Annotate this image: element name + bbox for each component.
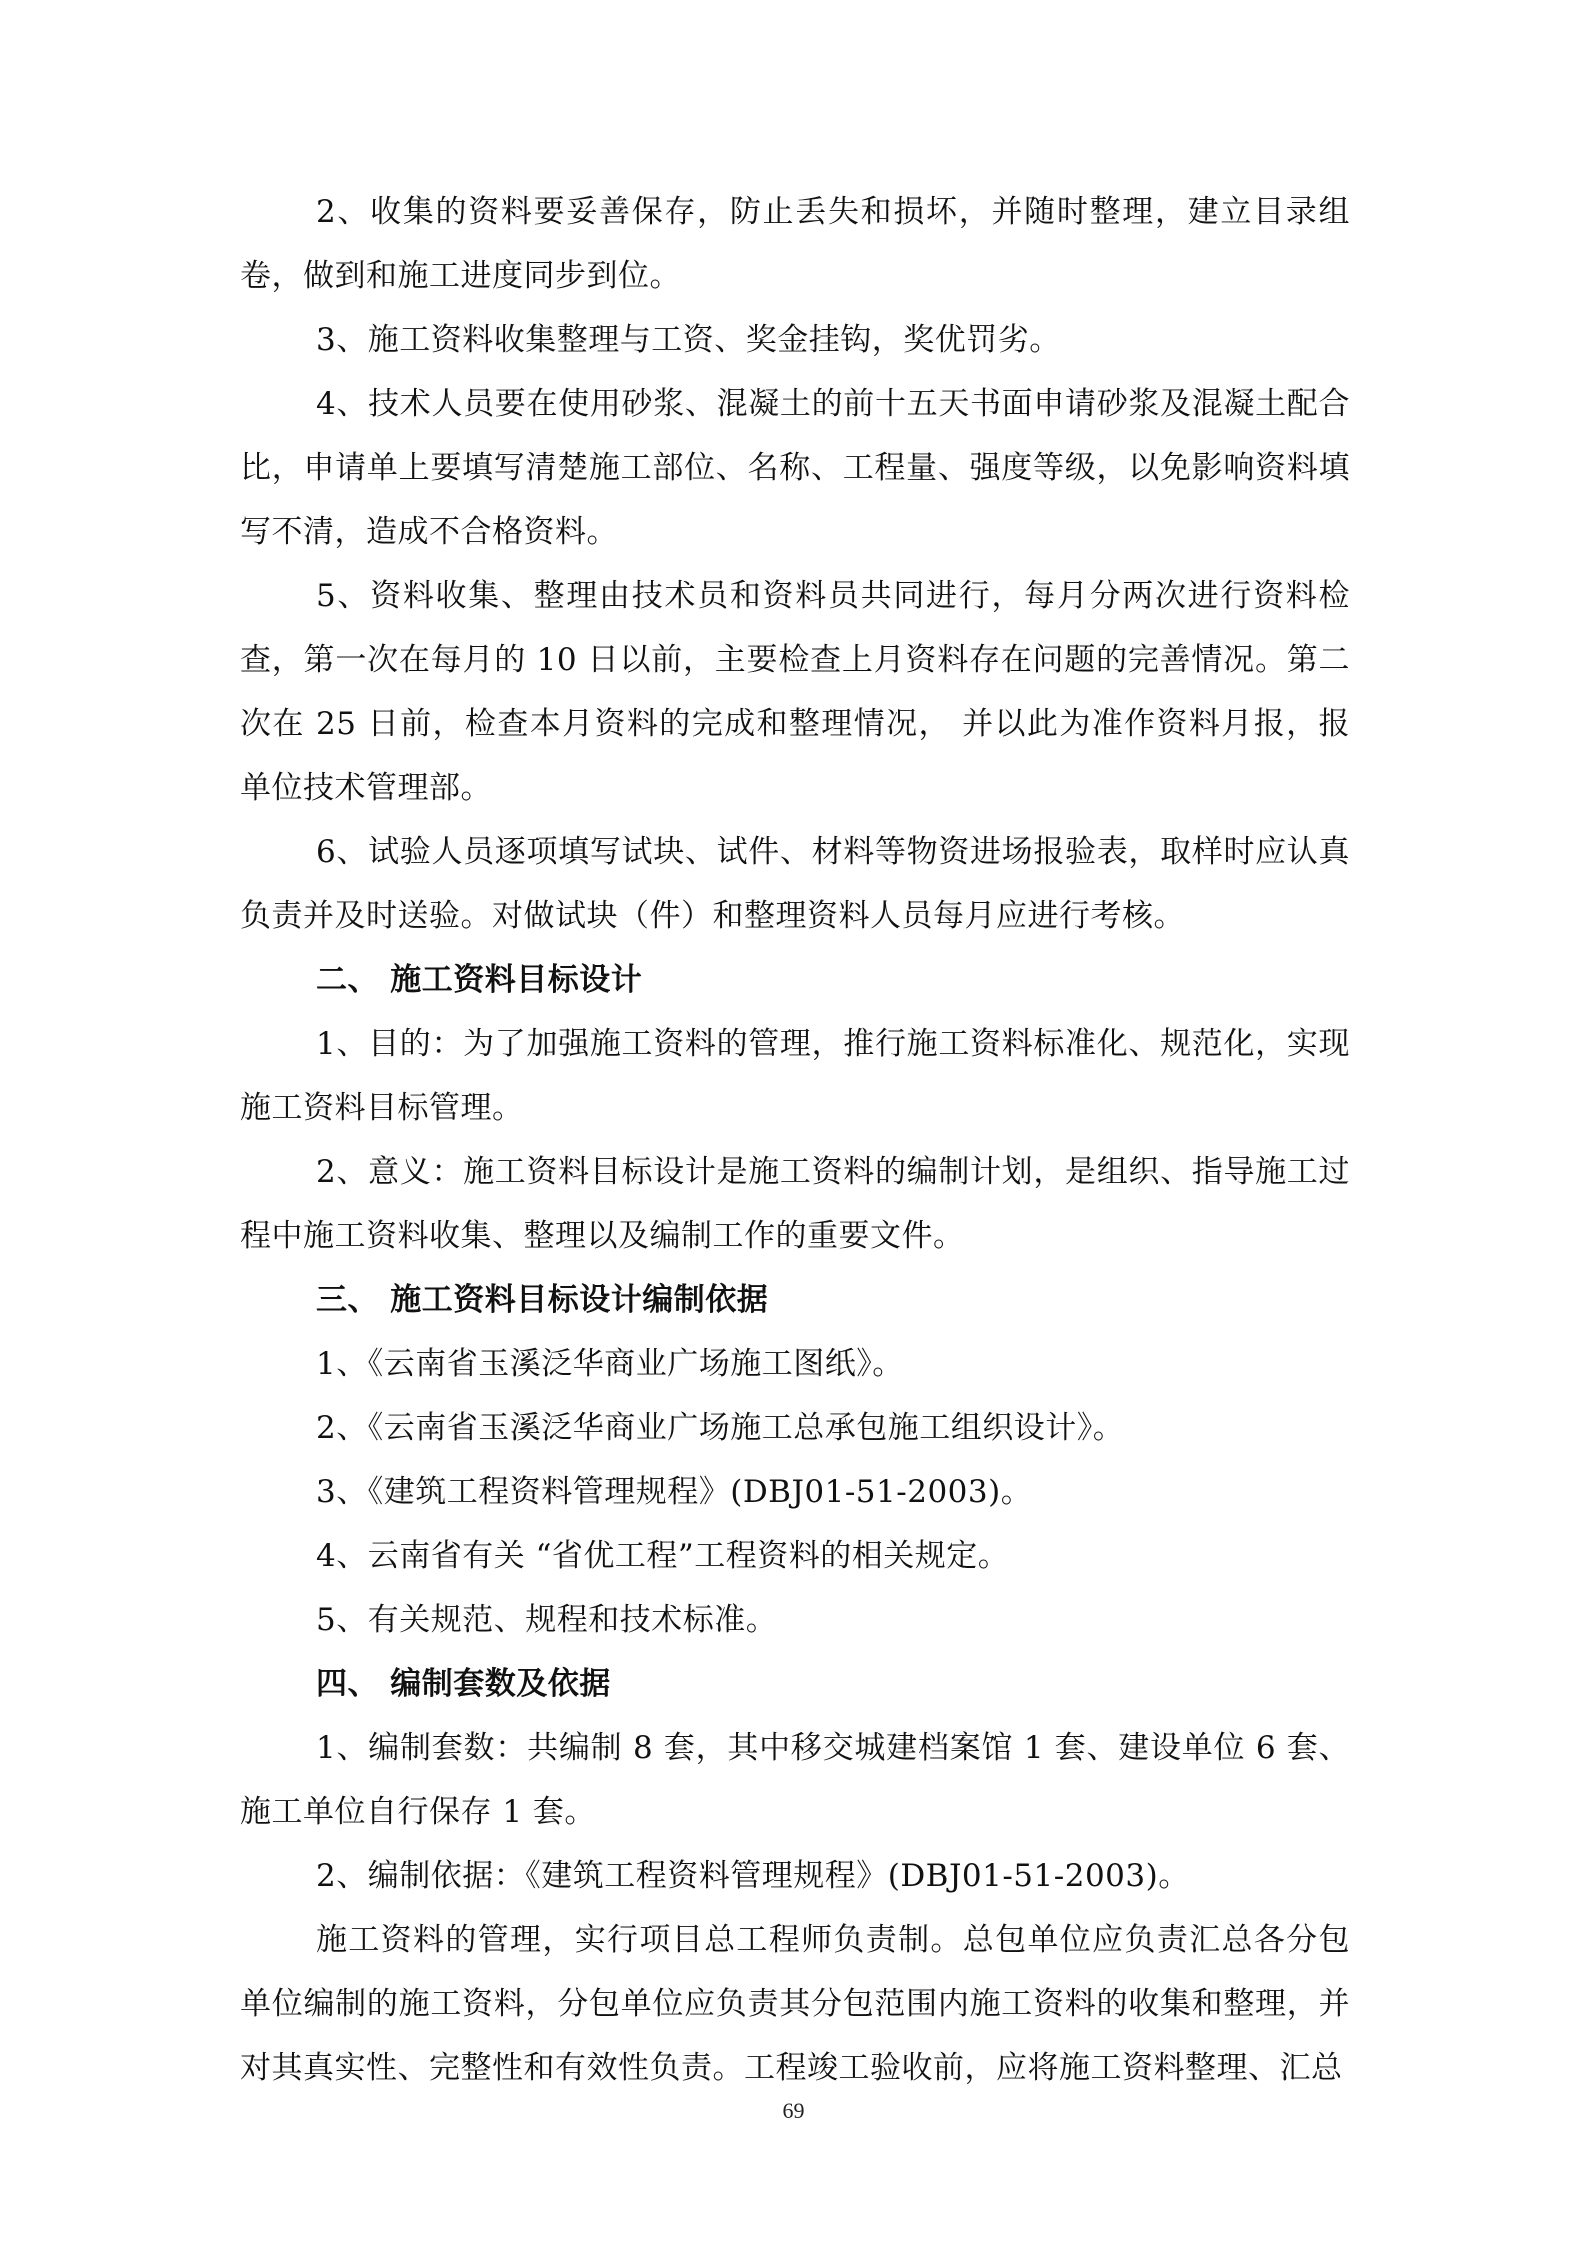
section-heading-2: 二、 施工资料目标设计 (316, 962, 643, 998)
section-heading-3: 三、 施工资料目标设计编制依据 (316, 1282, 769, 1318)
basis-item-1: 1、《云南省玉溪泛华商业广场施工图纸》。 (316, 1346, 904, 1382)
document-body (240, 180, 1350, 2100)
paragraph-purpose: 1、目的：为了加强施工资料的管理，推行施工资料标准化、规范化，实现施工资料目标管理。 (240, 1026, 1350, 1126)
basis-item-4: 4、云南省有关 “省优工程”工程资料的相关规定。 (316, 1538, 1010, 1574)
page-number: 69 (782, 2098, 805, 2123)
copies-item-1: 1、编制套数：共编制 8 套，其中移交城建档案馆 1 套、建设单位 6 套、施工单位自行保存 1 套。 (240, 1730, 1350, 1830)
basis-item-3: 3、《建筑工程资料管理规程》(DBJ01-51-2003)。 (316, 1474, 1033, 1510)
copies-item-2: 2、编制依据：《建筑工程资料管理规程》(DBJ01-51-2003)。 (316, 1858, 1190, 1894)
paragraph-significance: 2、意义：施工资料目标设计是施工资料的编制计划，是组织、指导施工过程中施工资料收集、整理以及编制工作的重要文件。 (240, 1154, 1350, 1254)
paragraph-item-2: 2、收集的资料要妥善保存，防止丢失和损坏，并随时整理，建立目录组卷，做到和施工进度同步到位。 (240, 194, 1350, 294)
paragraph-item-4: 4、技术人员要在使用砂浆、混凝土的前十五天书面申请砂浆及混凝土配合比，申请单上要填写清楚施工部位、名称、工程量、强度等级，以免影响资料填写不清，造成不合格资料。 (240, 386, 1350, 550)
paragraph-item-6: 6、试验人员逐项填写试块、试件、材料等物资进场报验表，取样时应认真负责并及时送验。对做试块（件）和整理资料人员每月应进行考核。 (240, 834, 1350, 934)
section-heading-4: 四、 编制套数及依据 (316, 1666, 611, 1702)
basis-item-2: 2、《云南省玉溪泛华商业广场施工总承包施工组织设计》。 (316, 1410, 1125, 1446)
paragraph-item-3: 3、施工资料收集整理与工资、奖金挂钩，奖优罚劣。 (316, 322, 1061, 358)
management-paragraph: 施工资料的管理，实行项目总工程师负责制。总包单位应负责汇总各分包单位编制的施工资料，分包单位应负责其分包范围内施工资料的收集和整理，并对其真实性、完整性和有效性负责。工程竣工验收前，应将施工资料整理、汇总 (240, 1922, 1350, 2086)
basis-item-5: 5、有关规范、规程和技术标准。 (316, 1602, 778, 1638)
paragraph-item-5: 5、资料收集、整理由技术员和资料员共同进行，每月分两次进行资料检查，第一次在每月的 10 日以前，主要检查上月资料存在问题的完善情况。第二次在 25 日前，检查本月资料的完成和整理情况， 并以此为准作资料月报，报单位技术管理部。 (240, 578, 1350, 806)
